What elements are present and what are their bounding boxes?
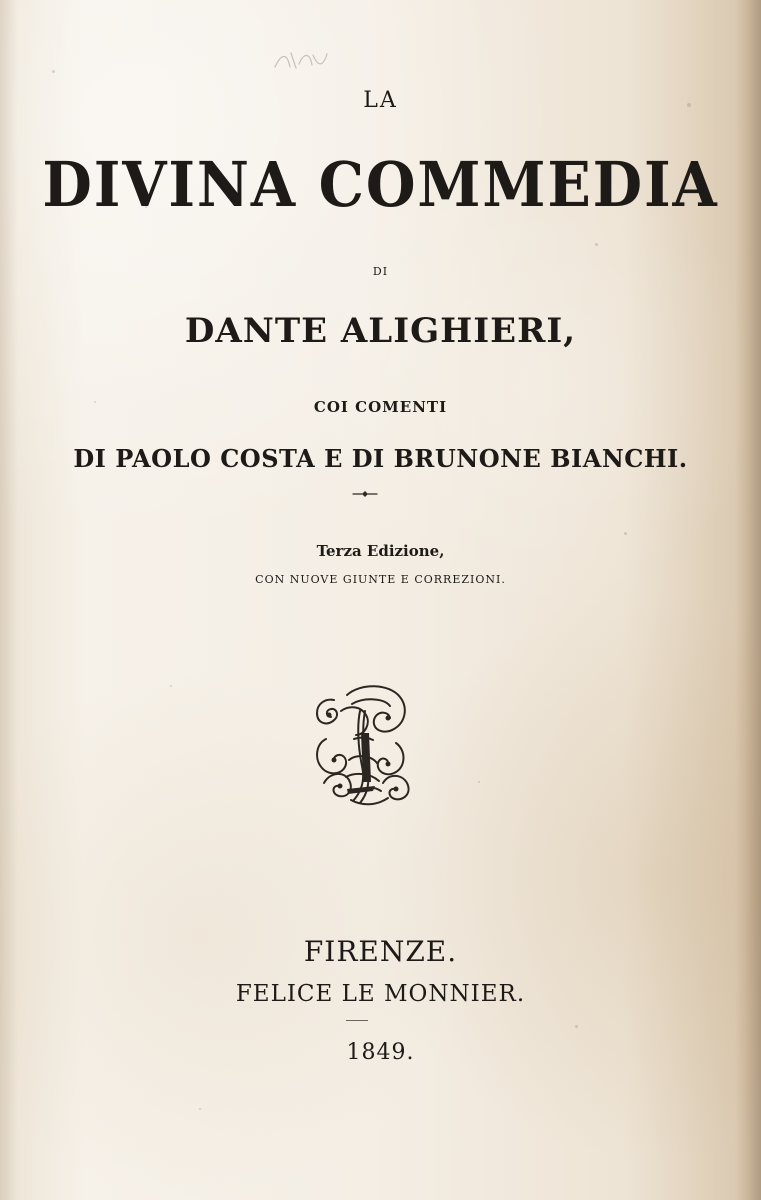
title-preposition: DI — [372, 265, 389, 278]
author-name: DANTE ALIGHIERI, — [184, 311, 577, 351]
right-edge-shadow — [735, 0, 761, 1200]
paper-speck — [575, 1025, 578, 1028]
short-rule — [346, 1020, 368, 1021]
publisher-emblem-icon — [304, 680, 418, 812]
publisher-name: FELICE LE MONNIER. — [235, 981, 526, 1007]
edition-line: Terza Edizione, — [316, 542, 445, 560]
title-article: LA — [363, 88, 398, 113]
paper-speck — [199, 1108, 201, 1110]
edition-note: CON NUOVE GIUNTE E CORREZIONI. — [255, 573, 506, 586]
pencil-mark — [273, 49, 329, 73]
commentary-label: COI COMENTI — [313, 398, 448, 416]
publication-year: 1849. — [346, 1040, 415, 1065]
paper-speck — [478, 781, 480, 783]
ornament-dash-icon — [352, 486, 378, 502]
paper-speck — [170, 685, 172, 687]
paper-speck — [52, 70, 55, 73]
paper-speck — [624, 532, 627, 535]
paper-speck — [595, 243, 598, 246]
left-shadow — [0, 0, 18, 1200]
book-title: DIVINA COMMEDIA — [42, 148, 719, 221]
city: FIRENZE. — [303, 935, 458, 968]
commentators-line: DI PAOLO COSTA E DI BRUNONE BIANCHI. — [73, 444, 688, 473]
